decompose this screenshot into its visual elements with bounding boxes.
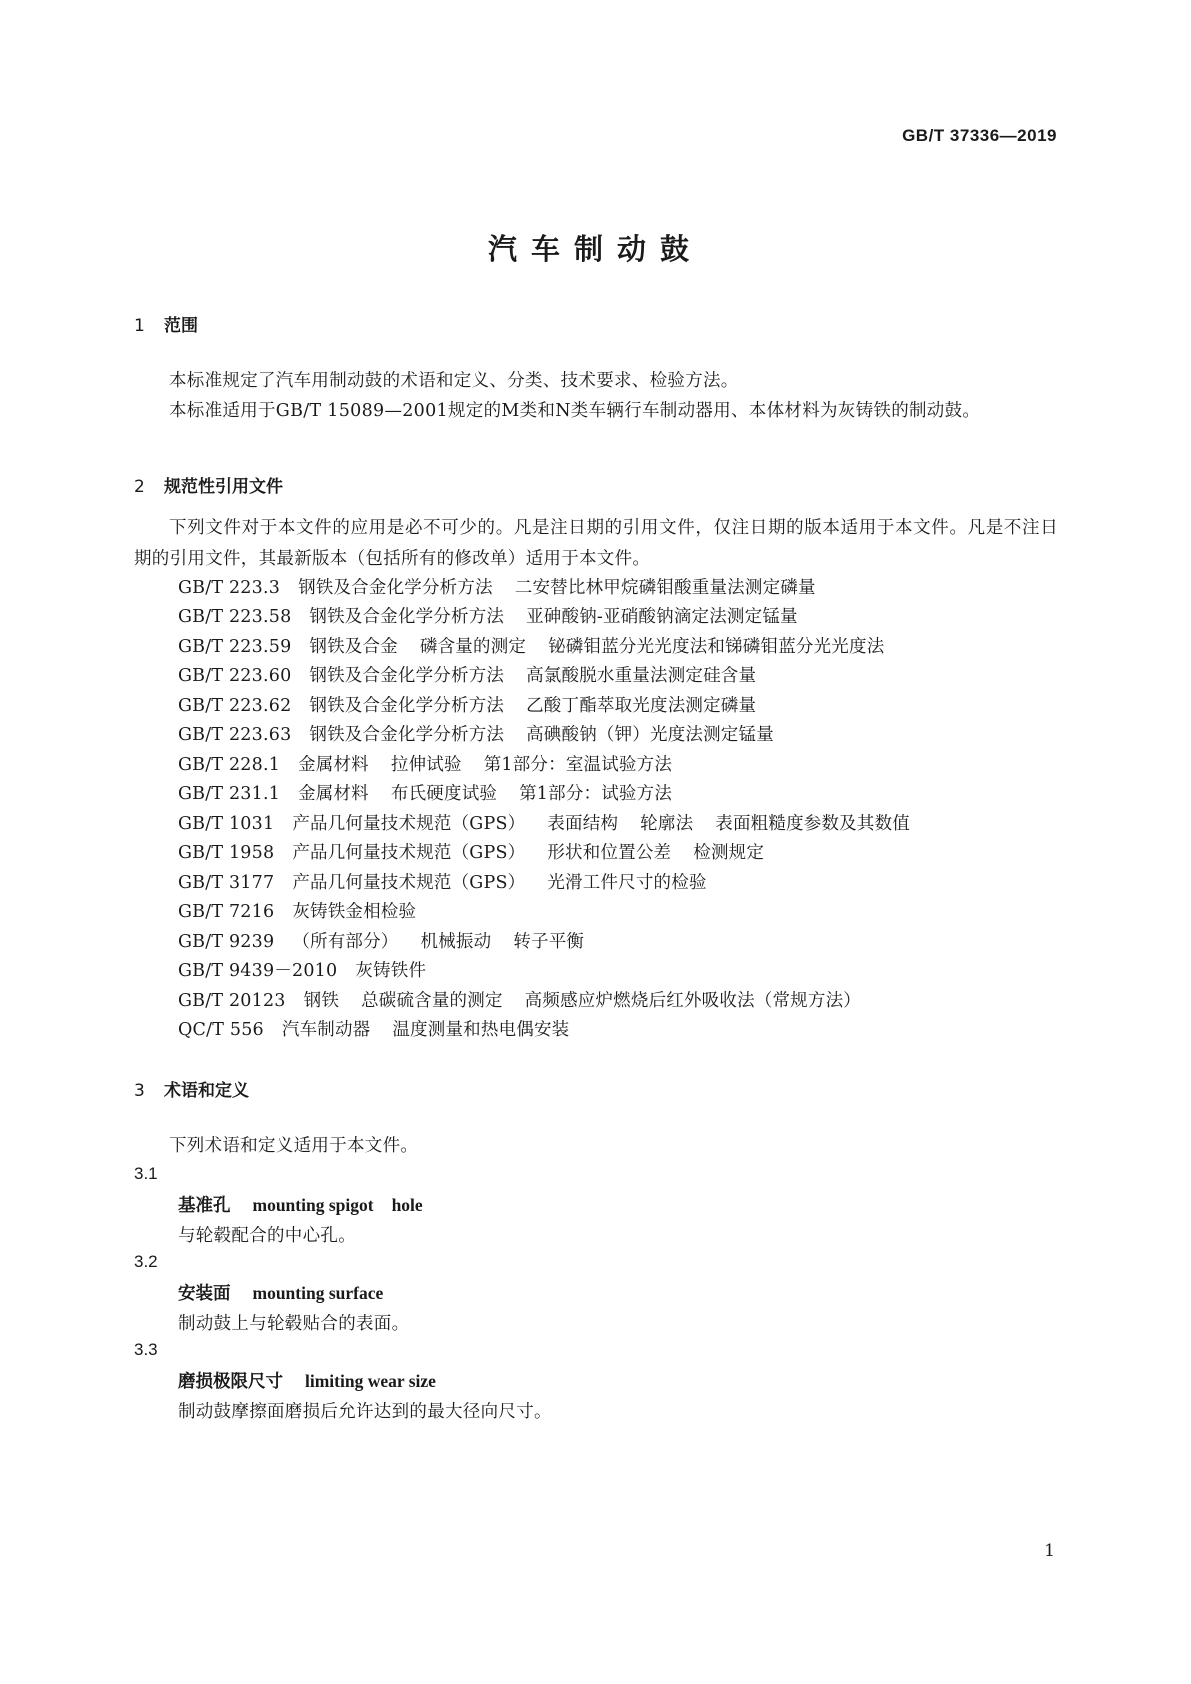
reference-item xyxy=(178,898,438,923)
reference-title-part: （所有部分） xyxy=(292,932,399,952)
reference-code: GB/T 223.3 xyxy=(178,578,281,598)
reference-title-part: 高频感应炉燃烧后红外吸收法（常规方法） xyxy=(524,991,861,1011)
reference-item xyxy=(178,751,694,776)
reference-code: GB/T 223.60 xyxy=(178,666,292,686)
clause-number: 3.3 xyxy=(134,1340,158,1359)
term-entry xyxy=(178,1368,436,1393)
reference-item xyxy=(178,662,778,687)
section-number: 3 xyxy=(134,1081,145,1101)
reference-title-part: 灰铸铁件 xyxy=(355,961,427,981)
section-3-heading xyxy=(134,1076,249,1101)
reference-title-part: 机械振动 xyxy=(420,932,492,952)
reference-title-part: 高碘酸钠（钾）光度法测定锰量 xyxy=(526,725,774,745)
reference-title-part: 钢铁 xyxy=(303,991,340,1011)
term-definition: 制动鼓摩擦面磨损后允许达到的最大径向尺寸。 xyxy=(178,1402,552,1422)
normative-intro-paragraph: 下列文件对于本文件的应用是必不可少的。凡是注日期的引用文件，仅注日期的版本适用于本文件。凡是不注日期的引用文件，其最新版本（包括所有的修改单）适用于本文件。 xyxy=(134,518,1058,569)
term-chinese: 基准孔 xyxy=(178,1196,231,1216)
term-english xyxy=(305,1371,436,1391)
reference-code: GB/T 223.59 xyxy=(178,637,292,657)
reference-title-part: 灰铸铁金相检验 xyxy=(292,902,417,922)
section-title: 范围 xyxy=(164,316,198,336)
term-english-word: mounting spigot xyxy=(252,1195,374,1215)
term-english-word: mounting surface xyxy=(252,1283,384,1303)
section-title: 术语和定义 xyxy=(164,1081,249,1101)
reference-title-part: 钢铁及合金化学分析方法 xyxy=(309,696,505,716)
reference-code: QC/T 556 xyxy=(178,1020,264,1040)
reference-title-part: 钢铁及合金化学分析方法 xyxy=(309,725,505,745)
term-english xyxy=(253,1195,423,1215)
term-definition: 制动鼓上与轮毂贴合的表面。 xyxy=(178,1314,410,1334)
section-2-heading xyxy=(134,472,283,497)
reference-title-part: 转子平衡 xyxy=(513,932,585,952)
reference-title-part: 检测规定 xyxy=(693,843,765,863)
reference-title-part: 高氯酸脱水重量法测定硅含量 xyxy=(526,666,757,686)
reference-title-part: 汽车制动器 xyxy=(281,1020,371,1040)
reference-code: GB/T 231.1 xyxy=(178,784,281,804)
reference-title-part: 钢铁及合金 xyxy=(309,637,398,657)
reference-title-part: 第1部分：室温试验方法 xyxy=(483,755,673,775)
document-title: 汽车制动鼓 xyxy=(487,232,703,266)
scope-paragraph-2: 本标准适用于GB/T 15089—2001规定的M类和N类车辆行车制动器用、本体材料为灰铸铁的制动鼓。 xyxy=(169,401,981,421)
standard-number: GB/T 37336—2019 xyxy=(902,126,1057,145)
reference-code: GB/T 228.1 xyxy=(178,755,281,775)
reference-title-part: 总碳硫含量的测定 xyxy=(361,991,503,1011)
reference-title-part: 光滑工件尺寸的检验 xyxy=(547,873,707,893)
reference-title-part: 铋磷钼蓝分光光度法和锑磷钼蓝分光光度法 xyxy=(548,637,885,657)
reference-item xyxy=(178,928,606,953)
reference-title-part: 第1部分：试验方法 xyxy=(519,784,673,804)
section-1-heading xyxy=(134,311,198,336)
reference-item xyxy=(178,692,778,717)
reference-item xyxy=(178,633,906,658)
reference-item xyxy=(178,957,448,982)
reference-title-part: 金属材料 xyxy=(298,784,369,804)
reference-title-part: 钢铁及合金化学分析方法 xyxy=(309,666,505,686)
reference-item xyxy=(178,839,786,864)
term-english xyxy=(253,1283,384,1303)
clause-number: 3.2 xyxy=(134,1252,158,1271)
section-title: 规范性引用文件 xyxy=(164,477,283,497)
reference-code: GB/T 7216 xyxy=(178,902,275,922)
reference-title-part: 亚砷酸钠-亚硝酸钠滴定法测定锰量 xyxy=(526,607,798,627)
reference-title-part: 钢铁及合金化学分析方法 xyxy=(298,578,493,598)
section-number: 1 xyxy=(134,316,145,336)
terms-intro-paragraph: 下列术语和定义适用于本文件。 xyxy=(169,1136,419,1156)
reference-title-part: 拉伸试验 xyxy=(390,755,462,775)
reference-code: GB/T 20123 xyxy=(178,991,286,1011)
page-number: 1 xyxy=(1044,1541,1055,1561)
reference-item xyxy=(178,810,932,835)
scope-paragraph-1: 本标准规定了汽车用制动鼓的术语和定义、分类、技术要求、检验方法。 xyxy=(169,371,739,391)
reference-item xyxy=(178,780,694,805)
term-chinese: 安装面 xyxy=(178,1284,231,1304)
reference-title-part: 产品几何量技术规范（GPS） xyxy=(292,873,526,893)
section-number: 2 xyxy=(134,477,145,497)
term-entry xyxy=(178,1280,383,1305)
reference-title-part: 布氏硬度试验 xyxy=(390,784,498,804)
reference-item xyxy=(178,721,796,746)
term-english-word: hole xyxy=(391,1195,423,1215)
reference-item xyxy=(178,1016,591,1041)
reference-title-part: 产品几何量技术规范（GPS） xyxy=(292,814,526,834)
reference-code: GB/T 3177 xyxy=(178,873,275,893)
reference-code: GB/T 223.63 xyxy=(178,725,292,745)
reference-title-part: 温度测量和热电偶安装 xyxy=(392,1020,570,1040)
reference-item xyxy=(178,869,729,894)
reference-code: GB/T 9439－2010 xyxy=(178,961,338,981)
reference-item xyxy=(178,987,883,1012)
reference-title-part: 乙酸丁酯萃取光度法测定磷量 xyxy=(526,696,757,716)
reference-title-part: 轮廓法 xyxy=(640,814,694,834)
reference-code: GB/T 1031 xyxy=(178,814,275,834)
term-chinese: 磨损极限尺寸 xyxy=(178,1372,283,1392)
term-entry xyxy=(178,1192,423,1217)
reference-title-part: 表面粗糙度参数及其数值 xyxy=(715,814,910,834)
reference-title-part: 金属材料 xyxy=(298,755,369,775)
reference-code: GB/T 9239 xyxy=(178,932,275,952)
reference-code: GB/T 223.58 xyxy=(178,607,292,627)
reference-item xyxy=(178,603,820,628)
reference-title-part: 二安替比林甲烷磷钼酸重量法测定磷量 xyxy=(514,578,816,598)
reference-title-part: 磷含量的测定 xyxy=(419,637,527,657)
term-definition: 与轮毂配合的中心孔。 xyxy=(178,1226,356,1246)
reference-code: GB/T 1958 xyxy=(178,843,275,863)
reference-title-part: 表面结构 xyxy=(547,814,619,834)
clause-number: 3.1 xyxy=(134,1164,158,1183)
term-english-word: limiting wear size xyxy=(305,1371,436,1391)
reference-code: GB/T 223.62 xyxy=(178,696,292,716)
reference-title-part: 钢铁及合金化学分析方法 xyxy=(309,607,505,627)
reference-title-part: 产品几何量技术规范（GPS） xyxy=(292,843,526,863)
reference-item xyxy=(178,574,838,599)
reference-title-part: 形状和位置公差 xyxy=(547,843,672,863)
